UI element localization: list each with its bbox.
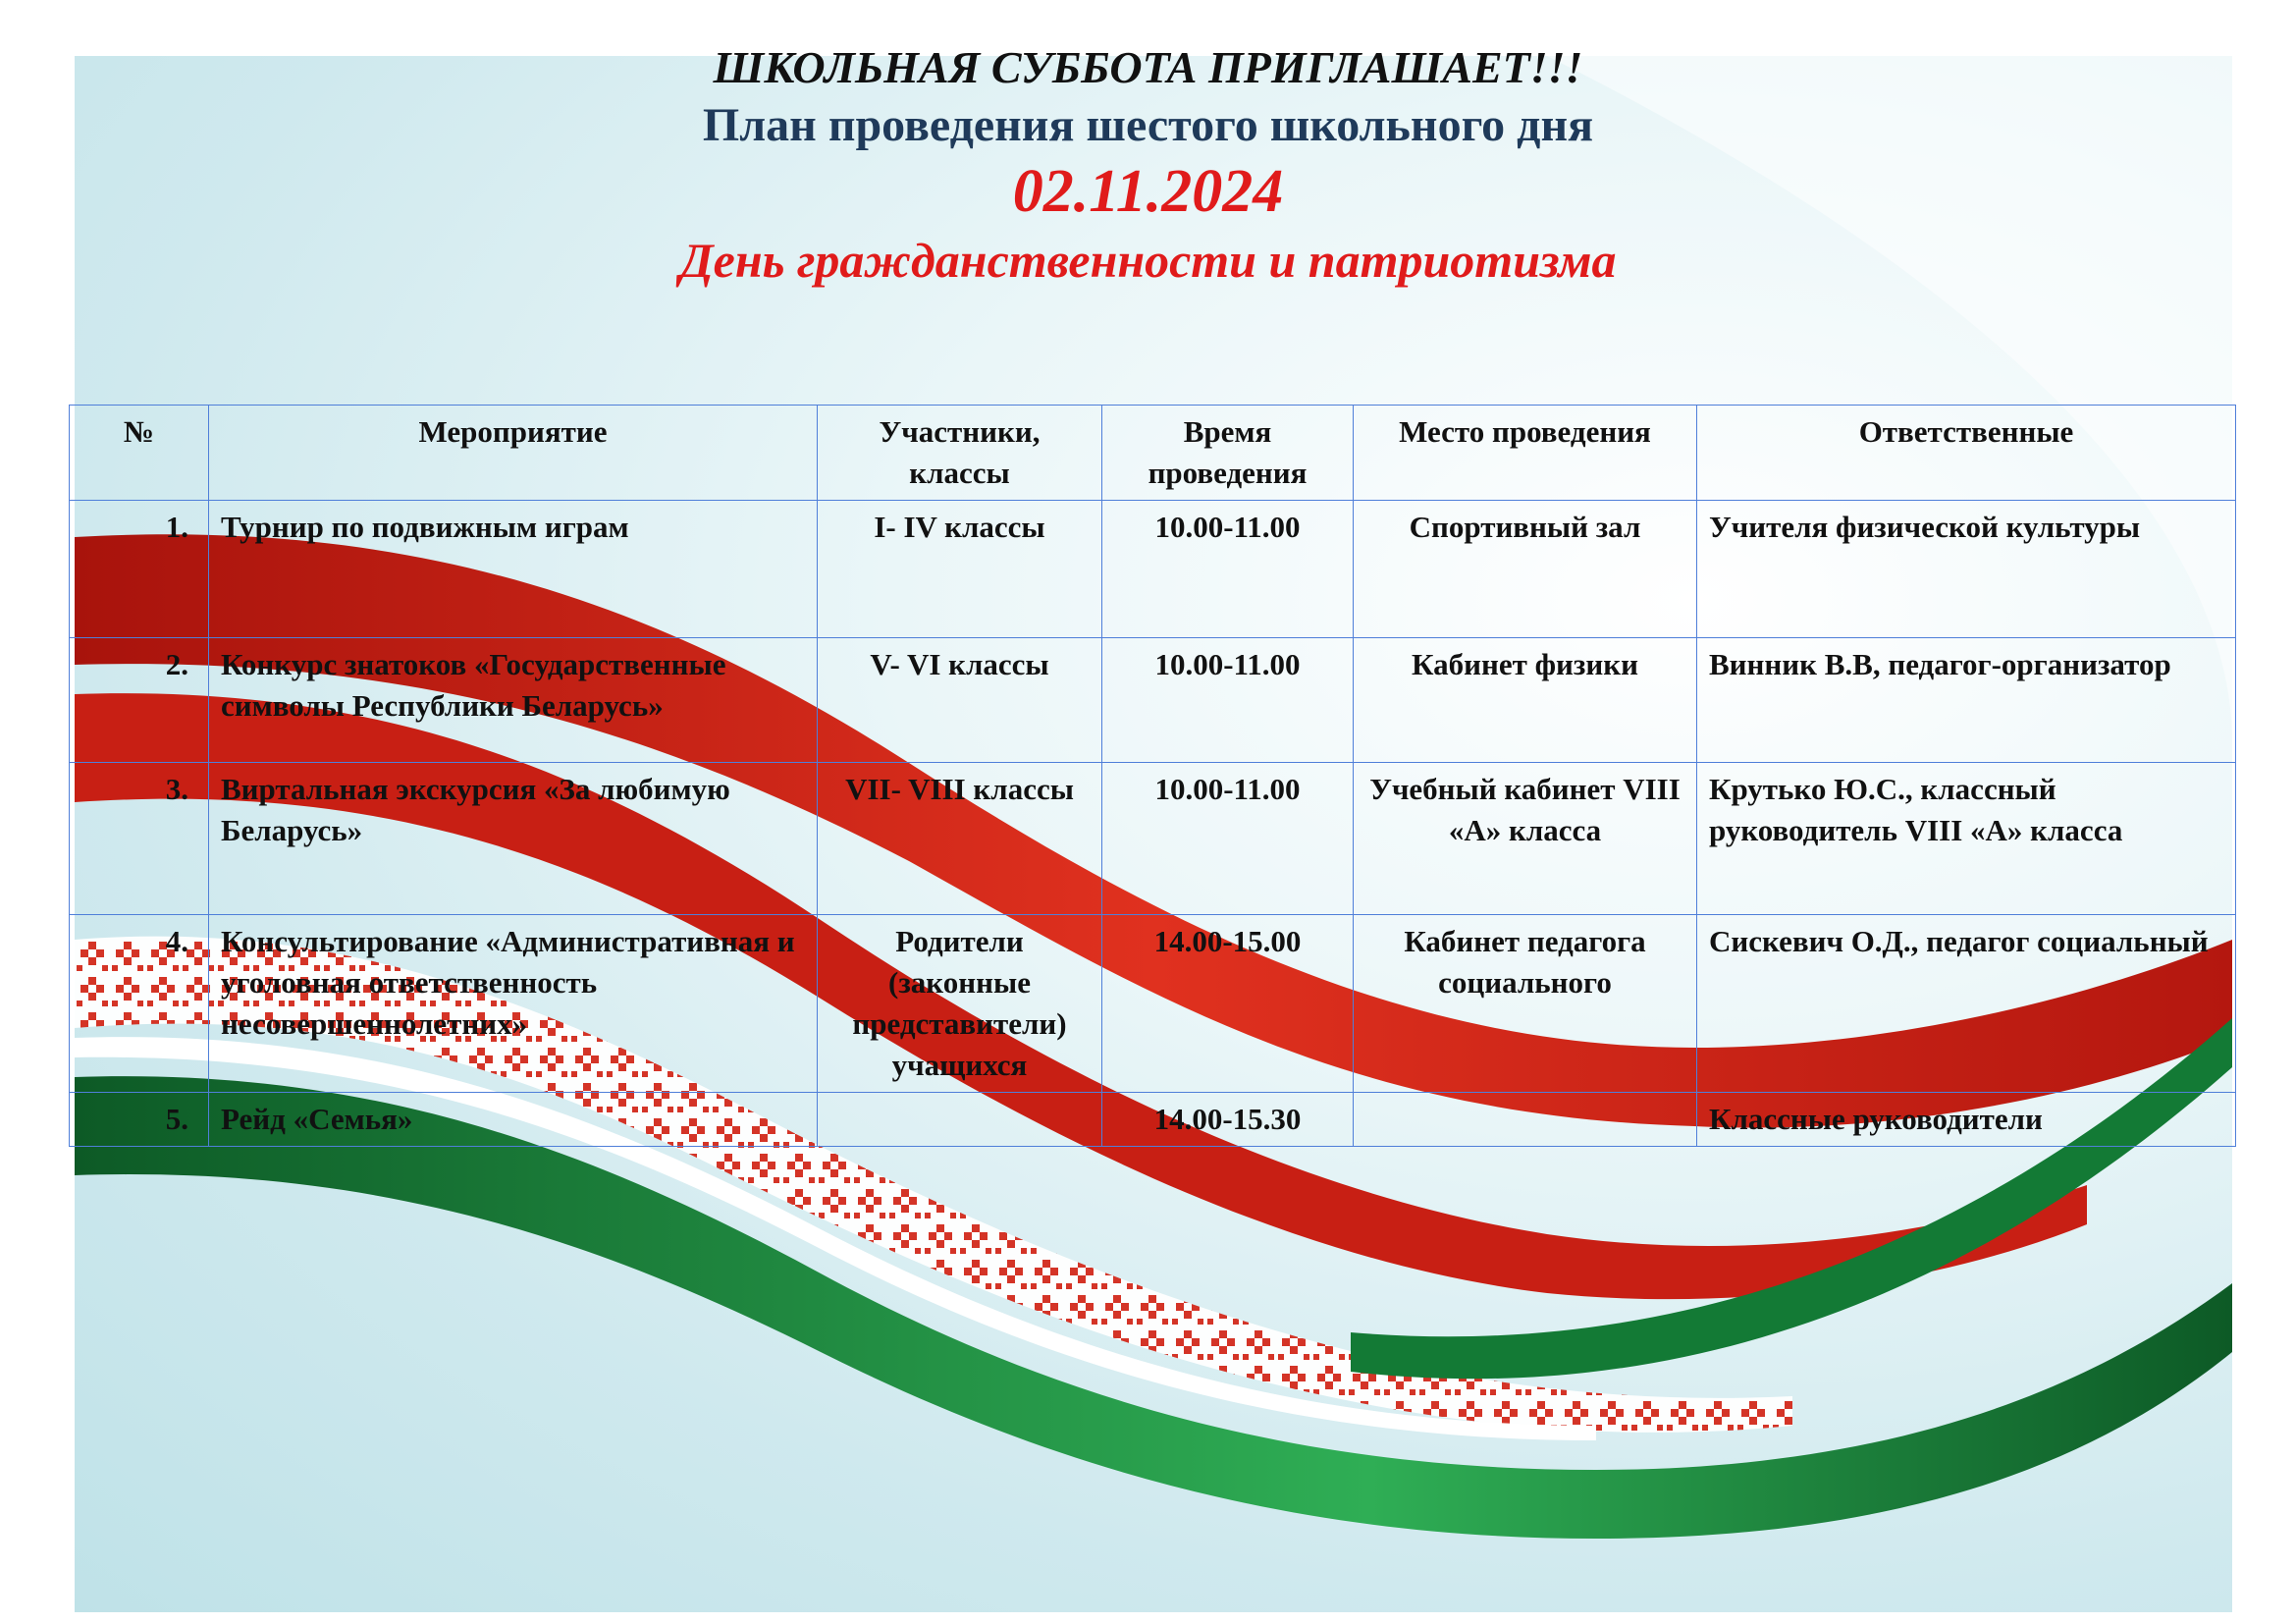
row-place: Кабинет физики: [1354, 638, 1697, 763]
col-header-participants: Участники, классы: [818, 406, 1102, 501]
row-event: Виртальная экскурсия «За любимую Беларусь»: [209, 763, 818, 915]
col-header-number: №: [70, 406, 209, 501]
row-time: 10.00-11.00: [1102, 501, 1354, 638]
row-number: 4.: [70, 915, 209, 1093]
schedule-table: [69, 405, 2236, 1147]
table-row: [70, 501, 2236, 638]
row-participants: [818, 1093, 1102, 1147]
row-event: Рейд «Семья»: [209, 1093, 818, 1147]
row-responsible: Сискевич О.Д., педагог социальный: [1697, 915, 2236, 1093]
col-header-place: Место проведения: [1354, 406, 1697, 501]
table-row: [70, 638, 2236, 763]
row-place: Спортивный зал: [1354, 501, 1697, 638]
row-responsible: Винник В.В, педагог-организатор: [1697, 638, 2236, 763]
plan-title: План проведения шестого школьного дня: [702, 99, 1594, 151]
row-participants: I- IV классы: [818, 501, 1102, 638]
row-responsible: Классные руководители: [1697, 1093, 2236, 1147]
row-time: 10.00-11.00: [1102, 763, 1354, 915]
table-row: [70, 763, 2236, 915]
row-time: 10.00-11.00: [1102, 638, 1354, 763]
heading-block: [0, 39, 2296, 293]
event-date: 02.11.2024: [1012, 158, 1284, 225]
row-number: 1.: [70, 501, 209, 638]
row-event: Консультирование «Административная и уголовная ответственность несовершеннолетних»: [209, 915, 818, 1093]
col-header-event: Мероприятие: [209, 406, 818, 501]
row-responsible: Учителя физической культуры: [1697, 501, 2236, 638]
row-participants: V- VI классы: [818, 638, 1102, 763]
row-place: [1354, 1093, 1697, 1147]
row-time: 14.00-15.00: [1102, 915, 1354, 1093]
row-place: Кабинет педагога социального: [1354, 915, 1697, 1093]
row-number: 5.: [70, 1093, 209, 1147]
row-responsible: Крутько Ю.С., классный руководитель VIII «А» класса: [1697, 763, 2236, 915]
row-event: Конкурс знатоков «Государственные символы Республики Беларусь»: [209, 638, 818, 763]
row-participants: VII- VIII классы: [818, 763, 1102, 915]
invite-heading: ШКОЛЬНАЯ СУББОТА ПРИГЛАШАЕТ!!!: [713, 42, 1583, 92]
table-header-row: [70, 406, 2236, 501]
col-header-time: Время проведения: [1102, 406, 1354, 501]
table-row: [70, 1093, 2236, 1147]
row-place: Учебный кабинет VIII «А» класса: [1354, 763, 1697, 915]
col-header-responsible: Ответственные: [1697, 406, 2236, 501]
row-participants: Родители (законные представители) учащихся: [818, 915, 1102, 1093]
row-number: 3.: [70, 763, 209, 915]
row-time: 14.00-15.30: [1102, 1093, 1354, 1147]
theme-title: День гражданственности и патриотизма: [679, 233, 1617, 288]
row-event: Турнир по подвижным играм: [209, 501, 818, 638]
table-row: [70, 915, 2236, 1093]
row-number: 2.: [70, 638, 209, 763]
